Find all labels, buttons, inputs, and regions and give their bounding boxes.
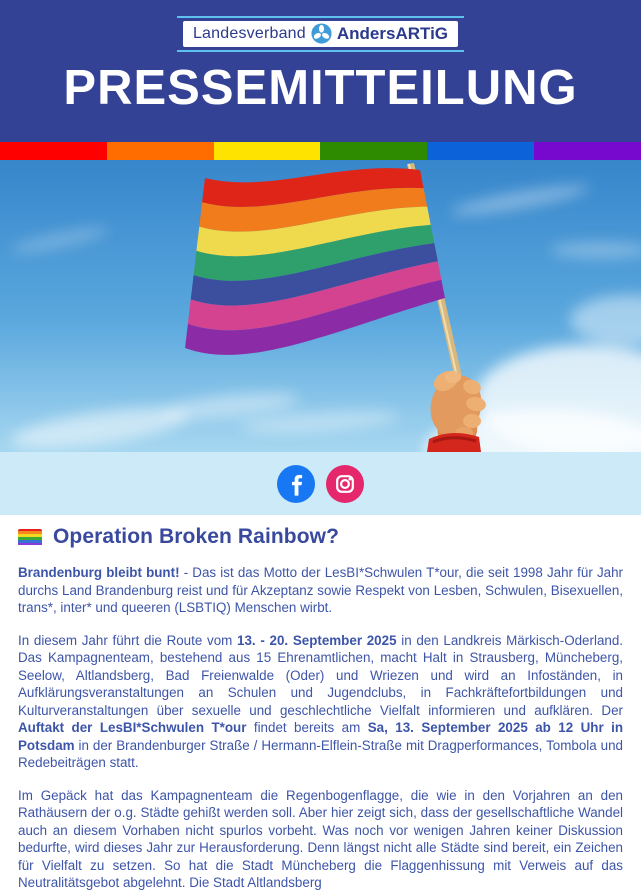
- color-stripe: [0, 142, 107, 160]
- text-run: in den Landkreis Märkisch-Oderland. Das Kampagnenteam, bestehend aus 15 Ehrenamtlichen, macht Halt in Strausberg, Müncheberg, Seelow, Altlandsberg, Bad Freienwalde (Oder) und Wriezen und wird an Infoständen, in Aufklärungsveranstaltungen an Schulen und Jugendclubs, in Fachkräftefortbildungen und Kulturveranstaltungen über sexuelle und geschlechtliche Vielfalt informieren und aufklären. Der: [18, 632, 624, 718]
- color-stripe: [427, 142, 534, 160]
- rainbow-bar: [0, 142, 641, 160]
- text-run: - Das ist das Motto der LesBI*Schwulen T*our, die seit 1998 Jahr für Jahr durchs Land Brandenburg reist und für Akzeptanz sowie Respekt von Lesben, Schwulen, Bisexuellen, trans*, inter* und queeren (LSBTIQ) Menschen wirbt.: [18, 565, 624, 615]
- text-run: In diesem Jahr führt die Route vom: [18, 632, 238, 648]
- header: [0, 0, 641, 142]
- article-paragraph: [18, 787, 623, 892]
- instagram-link[interactable]: [326, 465, 364, 503]
- color-stripe: [320, 142, 427, 160]
- text-run: in der Brandenburger Straße / Hermann-Elflein-Straße mit Dragperformances, Tombola und Redebeiträgen statt.: [18, 737, 623, 770]
- brand-logo[interactable]: [183, 21, 458, 47]
- instagram-icon: [326, 465, 364, 503]
- bold-text-run: Brandenburg bleibt bunt!: [18, 565, 180, 580]
- color-stripe: [534, 142, 641, 160]
- article-paragraph: [18, 632, 623, 772]
- color-stripe: [214, 142, 321, 160]
- rainbow-flag-emoji: [18, 529, 42, 546]
- brand-prefix-label: Landesverband: [192, 24, 306, 42]
- color-stripe: [107, 142, 214, 160]
- text-run: findet bereits am: [246, 720, 368, 735]
- brand-trefoil-icon: [311, 23, 332, 44]
- article-body: [18, 564, 623, 892]
- brand-name-label: AndersARTiG: [336, 23, 449, 43]
- facebook-link[interactable]: [277, 465, 315, 503]
- text-run: Im Gepäck hat das Kampagnenteam die Regenbogenflagge, die wie in den Vorjahren an den Rathäusern der o.g. Städte gehißt werden soll. Aber hier zeigt sich, dass der gesellschaftliche Wandel auch an diesem Vorhaben nicht spurlos vorbeht. Was noch vor wenigen Jahren keiner Diskussion bedurfte, wird dieses Jahr zur Herausforderung. Denn längst nicht alle Städte sind bereit, ein Zeichen für Vielfalt zu setzen. So hat die Stadt Müncheberg die Flaggenhissung mit Verweis auf das Neutralitätsgebot abgelehnt. Die Stadt Altlandsberg: [18, 787, 623, 890]
- article: [0, 515, 641, 892]
- color-stripe: [18, 543, 42, 546]
- article-paragraph: [18, 564, 623, 617]
- social-band: [0, 452, 641, 515]
- bold-text-run: 13. - 20. September 2025: [237, 632, 397, 648]
- article-heading: [18, 525, 623, 549]
- brand-bar: [177, 16, 464, 52]
- facebook-icon: [277, 465, 315, 503]
- page-title: PRESSEMITTEILUNG: [63, 61, 578, 115]
- bold-text-run: Sa, 13. September 2025 ab 12 Uhr in Potsdam: [18, 720, 623, 753]
- article-heading-text: Operation Broken Rainbow?: [53, 525, 340, 548]
- bold-text-run: Auftakt der LesBI*Schwulen T*our: [18, 720, 247, 735]
- hero-photo-rainbow-flag: [0, 160, 641, 452]
